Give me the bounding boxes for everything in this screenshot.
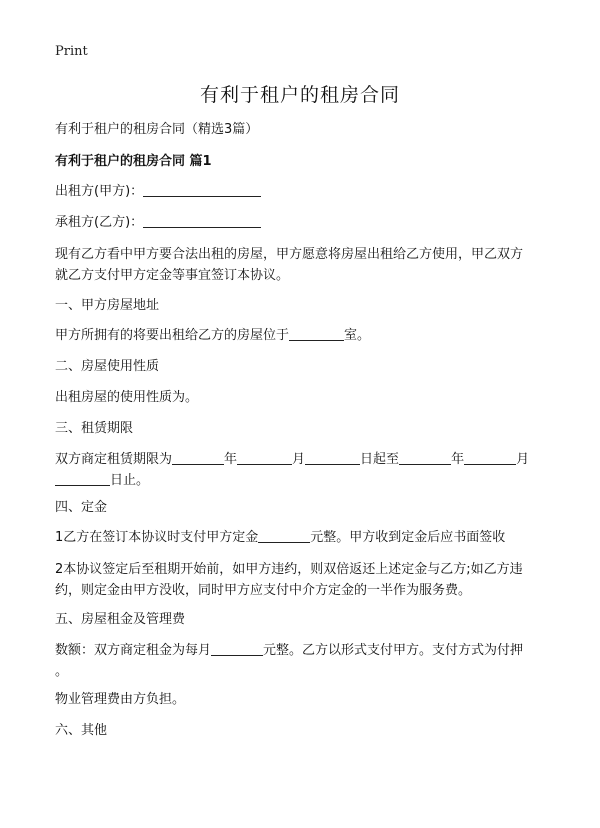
print-link[interactable]: Print (55, 44, 88, 59)
s1-blank (289, 326, 344, 341)
s3-year2: 年 (451, 452, 465, 467)
section-heading: 有利于租户的租房合同 篇1 (55, 154, 212, 169)
s4-p1 (55, 528, 505, 548)
s5-heading: 五、房屋租金及管理费 (55, 612, 186, 627)
s3-month2: 月 (516, 452, 530, 467)
s4-p2-line-2: 约，则定金由甲方没收，同时甲方应支付中介方定金的一半作为服务费。 (55, 583, 472, 598)
s5-line-1 (55, 640, 550, 661)
lessor-label: 出租方(甲方)： (55, 184, 144, 199)
lessee-label: 承租方(乙方)： (55, 215, 144, 230)
s5-mgmt: 物业管理费由方负担。 (55, 692, 186, 707)
intro-line-2: 就乙方支付甲方定金等事宜签订本协议。 (55, 268, 290, 283)
s4-blank (258, 528, 310, 543)
s1-text-b: 室。 (344, 328, 371, 343)
s3-day-from: 日起至 (360, 452, 400, 467)
s4-heading: 四、定金 (55, 500, 108, 515)
s5-text (55, 640, 550, 682)
s3-end: 日止。 (110, 473, 150, 488)
s3-blank-year2 (399, 450, 451, 465)
lessor-blank (143, 182, 261, 197)
s5-text-a: 数额：双方商定租金为每月 (55, 643, 212, 658)
s5-blank (211, 641, 263, 656)
s6-heading: 六、其他 (55, 723, 108, 738)
s5-line-2: 。 (55, 664, 69, 679)
s4-p2-line-1: 2本协议签定后至租期开始前，如甲方违约，则双倍返还上述定金与乙方;如乙方违 (55, 562, 523, 577)
s1-text (55, 326, 370, 346)
s3-text (55, 449, 550, 491)
s3-blank-day (305, 450, 360, 465)
document-subtitle: 有利于租户的租房合同（精选3篇） (55, 122, 259, 137)
lessee-blank (143, 213, 261, 228)
lessor-row (55, 182, 261, 202)
s1-text-a: 甲方所拥有的将要出租给乙方的房屋位于 (55, 328, 290, 343)
s3-heading: 三、租赁期限 (55, 421, 134, 436)
s5-text-b: 元整。乙方以形式支付甲方。支付方式为付押 (263, 643, 524, 658)
s2-heading: 二、房屋使用性质 (55, 359, 160, 374)
s3-month: 月 (292, 452, 306, 467)
s3-line-1 (55, 449, 550, 470)
intro-paragraph (55, 244, 550, 286)
s3-blank-month2 (464, 450, 516, 465)
document-title: 有利于租户的租房合同 (199, 84, 400, 106)
s4-p1-b: 元整。甲方收到定金后应书面签收 (310, 530, 506, 545)
s3-blank-month (237, 450, 292, 465)
s3-text-a: 双方商定租赁期限为 (55, 452, 173, 467)
s3-year: 年 (224, 452, 238, 467)
s4-p1-a: 1乙方在签订本协议时支付甲方定金 (55, 530, 259, 545)
s1-heading: 一、甲方房屋地址 (55, 298, 160, 313)
intro-line-1: 现有乙方看中甲方要合法出租的房屋，甲方愿意将房屋出租给乙方使用，甲乙双方 (55, 247, 524, 262)
lessee-row (55, 213, 261, 233)
s2-text: 出租房屋的使用性质为。 (55, 390, 199, 405)
s3-blank-day2 (55, 471, 110, 486)
s3-line-2 (55, 470, 550, 491)
s3-blank-year (172, 450, 224, 465)
s4-p2 (55, 559, 550, 601)
